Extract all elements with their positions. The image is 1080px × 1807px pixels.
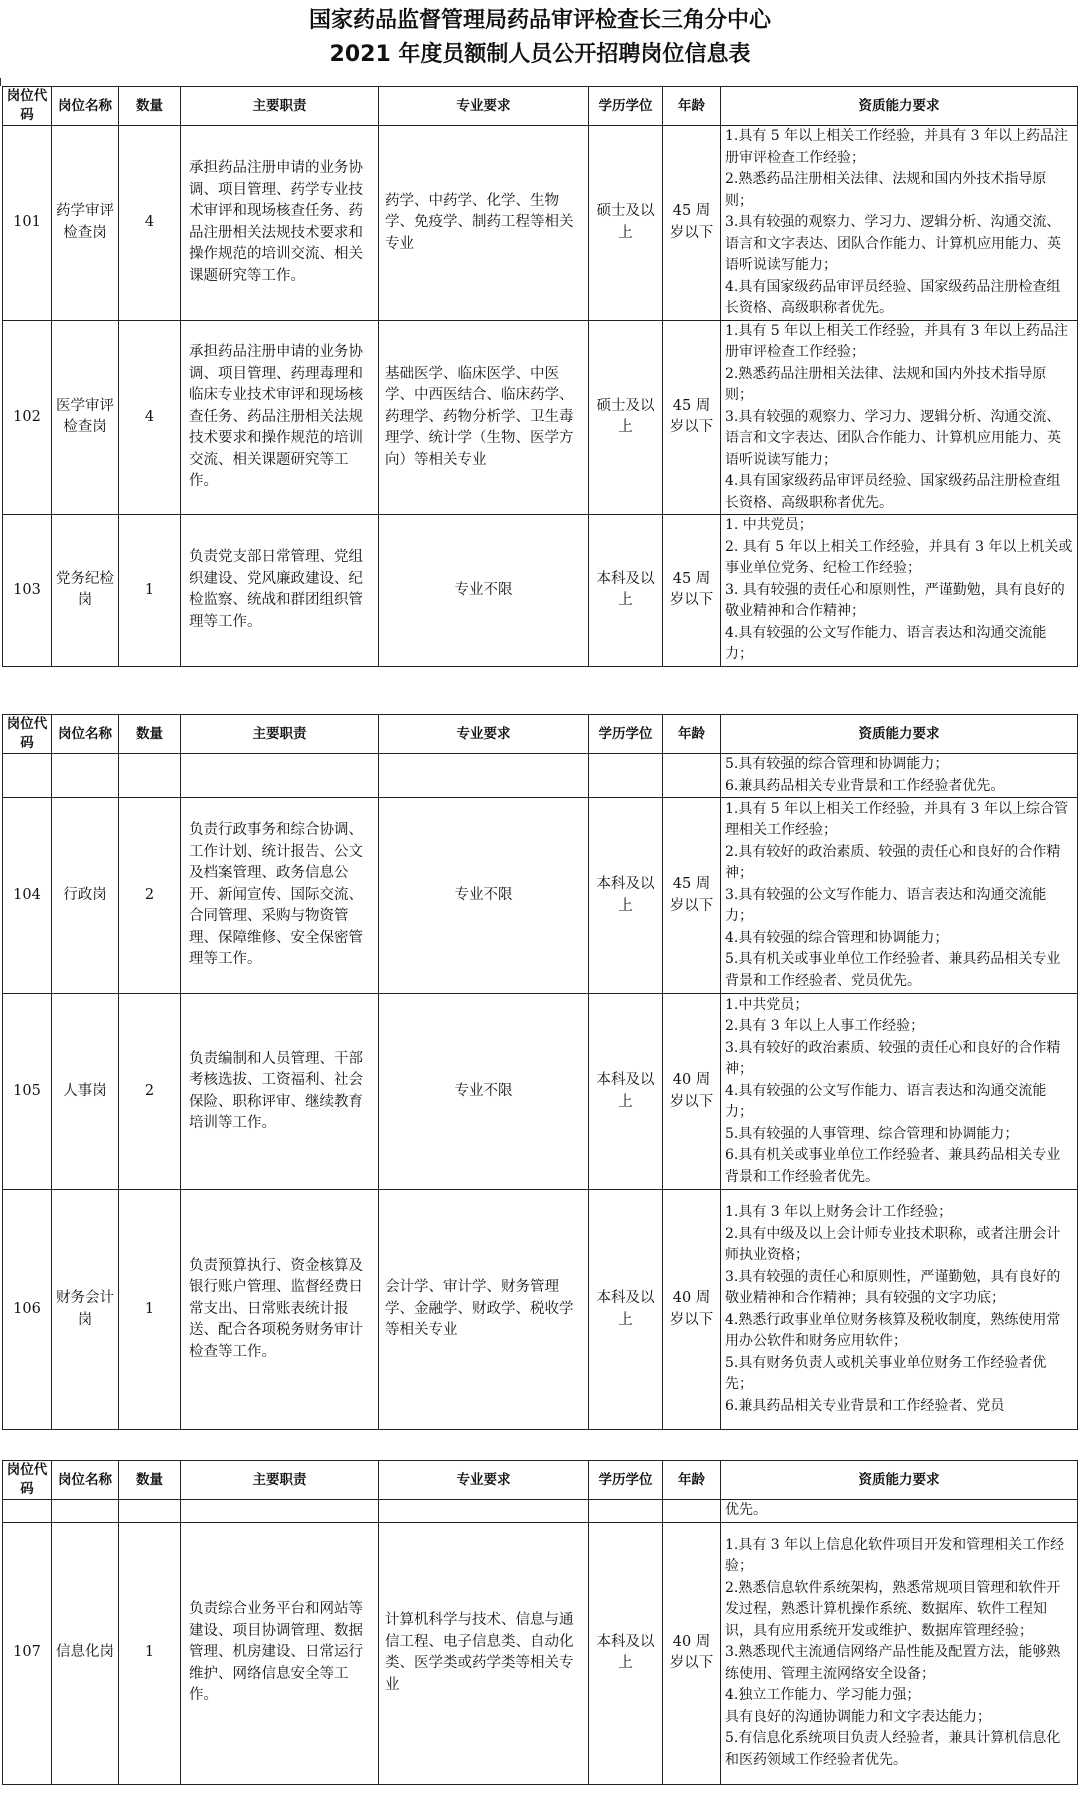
qualification-item: 4.独立工作能力、学习能力强； xyxy=(725,1687,921,1704)
position-education: 硕士及以上 xyxy=(589,126,663,321)
empty-cell xyxy=(3,1500,52,1523)
table-header-row xyxy=(3,715,1078,754)
qualification-item: 5.有信息化系统项目负责人经验者，兼具计算机信息化和医药领域工作经验者优先。 xyxy=(725,1730,1061,1768)
header-duties: 主要职责 xyxy=(181,87,379,126)
position-name: 信息化岗 xyxy=(52,1522,119,1784)
table-header-row xyxy=(3,87,1078,126)
qualification-item: 2.熟悉信息软件系统架构，熟悉常规项目管理和软件开发过程，熟悉计算机操作系统、数据库、软件工程知识，具有应用系统开发或维护、数据库管理经验； xyxy=(725,1579,1061,1639)
header-education: 学历学位 xyxy=(589,1461,663,1500)
table-row xyxy=(3,515,1078,667)
page-title: 国家药品监督管理局药品审评检查长三角分中心 xyxy=(308,8,771,33)
position-qualifications xyxy=(721,515,1078,667)
header-age: 年龄 xyxy=(663,87,721,126)
table-header-row xyxy=(3,1461,1078,1500)
position-code: 104 xyxy=(3,798,52,994)
qualification-item: 2.具有 3 年以上人事工作经验； xyxy=(725,1018,925,1035)
header-code: 岗位代码 xyxy=(3,1461,52,1500)
header-count: 数量 xyxy=(119,715,181,754)
position-major: 计算机科学与技术、信息与通信工程、电子信息类、自动化类、医学类或药学类等相关专业 xyxy=(379,1522,589,1784)
empty-cell xyxy=(181,754,379,798)
position-education: 硕士及以上 xyxy=(589,320,663,515)
header-count: 数量 xyxy=(119,87,181,126)
qualification-item: 2.熟悉药品注册相关法律、法规和国内外技术指导原则； xyxy=(725,171,1047,209)
qualification-item: 6.兼具药品相关专业背景和工作经验者、党员 xyxy=(725,1397,1005,1414)
qualification-item: 4.具有较强的公文写作能力、语言表达和沟通交流能力； xyxy=(725,624,1047,662)
empty-cell xyxy=(589,1500,663,1523)
table-row xyxy=(3,1190,1078,1430)
qualification-item: 6.具有机关或事业单位工作经验者、兼具药品相关专业背景和工作经验者优先。 xyxy=(725,1147,1061,1185)
header-education: 学历学位 xyxy=(589,87,663,126)
position-count: 1 xyxy=(119,1522,181,1784)
qualification-item: 3.具有较强的观察力、学习力、逻辑分析、沟通交流、语言和文字表达、团队合作能力、计算机应用能力、英语听说读写能力； xyxy=(725,408,1061,468)
position-code: 103 xyxy=(3,515,52,667)
qualification-item: 5.具有机关或事业单位工作经验者、兼具药品相关专业背景和工作经验者、党员优先。 xyxy=(725,951,1061,989)
header-name: 岗位名称 xyxy=(52,715,119,754)
qualification-item: 优先。 xyxy=(725,1502,767,1518)
qualification-item: 5.具有较强的人事管理、综合管理和协调能力； xyxy=(725,1125,1019,1142)
position-duties: 负责编制和人员管理、干部考核选拔、工资福利、社会保险、职称评审、继续教育培训等工作。 xyxy=(181,994,379,1190)
empty-cell xyxy=(379,754,589,798)
position-qualifications xyxy=(721,798,1078,994)
header-qualifications: 资质能力要求 xyxy=(721,715,1078,754)
qualification-item: 5.具有较强的综合管理和协调能力； xyxy=(725,756,949,772)
header-count: 数量 xyxy=(119,1461,181,1500)
header-major: 专业要求 xyxy=(379,1461,589,1500)
table-row xyxy=(3,798,1078,994)
positions-table-page-2 xyxy=(2,714,1078,1430)
position-count: 4 xyxy=(119,126,181,321)
header-code: 岗位代码 xyxy=(3,87,52,126)
margin-mark xyxy=(0,78,1,86)
qualification-item: 4.熟悉行政事业单位财务核算及税收制度，熟练使用常用办公软件和财务应用软件； xyxy=(725,1311,1061,1349)
position-name: 人事岗 xyxy=(52,994,119,1190)
position-count: 2 xyxy=(119,798,181,994)
qualification-item: 3.具有较强的责任心和原则性，严谨勤勉，具有良好的敬业精神和合作精神；具有较强的文字功底； xyxy=(725,1268,1061,1306)
position-code: 106 xyxy=(3,1190,52,1430)
position-education: 本科及以上 xyxy=(589,994,663,1190)
position-education: 本科及以上 xyxy=(589,1522,663,1784)
empty-cell xyxy=(663,754,721,798)
table-row xyxy=(3,1522,1078,1784)
position-education: 本科及以上 xyxy=(589,1190,663,1430)
qualification-item: 1.中共党员； xyxy=(725,996,809,1013)
qualification-item: 4.具有国家级药品审评员经验、国家级药品注册检查组长资格、高级职称者优先。 xyxy=(725,278,1061,316)
qualification-item: 2. 具有 5 年以上相关工作经验，并具有 3 年以上机关或事业单位党务、纪检工作经验； xyxy=(725,538,1073,576)
position-age: 40 周岁以下 xyxy=(663,1190,721,1430)
empty-cell xyxy=(379,1500,589,1523)
empty-cell xyxy=(181,1500,379,1523)
qualification-item: 3.具有较强的观察力、学习力、逻辑分析、沟通交流、语言和文字表达、团队合作能力、计算机应用能力、英语听说读写能力； xyxy=(725,214,1061,273)
position-age: 45 周岁以下 xyxy=(663,515,721,667)
header-qualifications: 资质能力要求 xyxy=(721,1461,1078,1500)
position-name: 药学审评检查岗 xyxy=(52,126,119,321)
qualification-item: 5.具有财务负责人或机关事业单位财务工作经验者优先； xyxy=(725,1354,1047,1392)
position-qualifications xyxy=(721,126,1078,321)
qualification-item: 3.熟悉现代主流通信网络产品性能及配置方法，能够熟练使用、管理主流网络安全设备； xyxy=(725,1644,1061,1682)
empty-cell xyxy=(589,754,663,798)
position-age: 45 周岁以下 xyxy=(663,320,721,515)
qualification-item: 1.具有 5 年以上相关工作经验，并具有 3 年以上药品注册审评检查工作经验； xyxy=(725,128,1068,166)
qualification-item: 2.具有中级及以上会计师专业技术职称，或者注册会计师执业资格； xyxy=(725,1225,1061,1263)
table-row xyxy=(3,320,1078,515)
header-qualifications: 资质能力要求 xyxy=(721,87,1078,126)
header-age: 年龄 xyxy=(663,1461,721,1500)
empty-cell xyxy=(119,754,181,798)
empty-cell xyxy=(663,1500,721,1523)
header-education: 学历学位 xyxy=(589,715,663,754)
position-code: 101 xyxy=(3,126,52,321)
position-major: 基础医学、临床医学、中医学、中西医结合、临床药学、药理学、药物分析学、卫生毒理学、统计学（生物、医学方向）等相关专业 xyxy=(379,320,589,515)
position-duties: 承担药品注册申请的业务协调、项目管理、药理毒理和临床专业技术审评和现场核查任务、药品注册相关法规技术要求和操作规范的培训交流、相关课题研究等工作。 xyxy=(181,320,379,515)
qualification-item: 3.具有较好的政治素质、较强的责任心和良好的合作精神； xyxy=(725,1039,1061,1078)
position-duties: 承担药品注册申请的业务协调、项目管理、药学专业技术审评和现场核查任务、药品注册相关法规技术要求和操作规范的培训交流、相关课题研究等工作。 xyxy=(181,126,379,321)
table-row xyxy=(3,994,1078,1190)
qualification-item: 3. 具有较强的责任心和原则性，严谨勤勉，具有良好的敬业精神和合作精神； xyxy=(725,581,1065,619)
position-age: 45 周岁以下 xyxy=(663,126,721,321)
continued-qualifications xyxy=(721,1500,1078,1523)
qualification-item: 4.具有较强的公文写作能力、语言表达和沟通交流能力； xyxy=(725,1082,1047,1121)
qualification-item: 1.具有 5 年以上相关工作经验，并具有 3 年以上药品注册审评检查工作经验； xyxy=(725,322,1068,360)
position-duties: 负责预算执行、资金核算及银行账户管理、监督经费日常支出、日常账表统计报送、配合各项税务财务审计检查等工作。 xyxy=(181,1190,379,1430)
position-name: 医学审评检查岗 xyxy=(52,320,119,515)
qualification-item: 4.具有较强的综合管理和协调能力； xyxy=(725,929,949,946)
position-qualifications xyxy=(721,1190,1078,1430)
header-code: 岗位代码 xyxy=(3,715,52,754)
position-code: 107 xyxy=(3,1522,52,1784)
header-name: 岗位名称 xyxy=(52,87,119,126)
position-code: 102 xyxy=(3,320,52,515)
header-age: 年龄 xyxy=(663,715,721,754)
position-count: 2 xyxy=(119,994,181,1190)
position-name: 财务会计岗 xyxy=(52,1190,119,1430)
qualification-item: 1.具有 3 年以上信息化软件项目开发和管理相关工作经验； xyxy=(725,1536,1065,1575)
position-age: 45 周岁以下 xyxy=(663,798,721,994)
position-qualifications xyxy=(721,994,1078,1190)
position-count: 1 xyxy=(119,515,181,667)
empty-cell xyxy=(52,1500,119,1523)
position-duties: 负责行政事务和综合协调、工作计划、统计报告、公文及档案管理、政务信息公开、新闻宣传、国际交流、合同管理、采购与物资管理、保障维修、安全保密管理等工作。 xyxy=(181,798,379,994)
continuation-row xyxy=(3,754,1078,798)
position-duties: 负责党支部日常管理、党组织建设、党风廉政建设、纪检监察、统战和群团组织管理等工作。 xyxy=(181,515,379,667)
empty-cell xyxy=(52,754,119,798)
qualification-item: 1.具有 5 年以上相关工作经验，并具有 3 年以上综合管理相关工作经验； xyxy=(725,800,1068,839)
qualification-item: 3.具有较强的公文写作能力、语言表达和沟通交流能力； xyxy=(725,886,1047,925)
position-count: 4 xyxy=(119,320,181,515)
header-duties: 主要职责 xyxy=(181,715,379,754)
position-qualifications xyxy=(721,1522,1078,1784)
continuation-row xyxy=(3,1500,1078,1523)
position-major: 药学、中药学、化学、生物学、免疫学、制药工程等相关专业 xyxy=(379,126,589,321)
positions-table-page-3 xyxy=(2,1460,1078,1785)
position-education: 本科及以上 xyxy=(589,515,663,667)
position-name: 行政岗 xyxy=(52,798,119,994)
header-duties: 主要职责 xyxy=(181,1461,379,1500)
empty-cell xyxy=(119,1500,181,1523)
page-subtitle: 2021 年度员额制人员公开招聘岗位信息表 xyxy=(329,42,751,67)
position-code: 105 xyxy=(3,994,52,1190)
qualification-item: 1. 中共党员； xyxy=(725,517,813,533)
qualification-item: 2.具有较好的政治素质、较强的责任心和良好的合作精神； xyxy=(725,843,1061,882)
position-education: 本科及以上 xyxy=(589,798,663,994)
position-age: 40 周岁以下 xyxy=(663,994,721,1190)
header-major: 专业要求 xyxy=(379,715,589,754)
position-major: 会计学、审计学、财务管理学、金融学、财政学、税收学等相关专业 xyxy=(379,1190,589,1430)
position-name: 党务纪检岗 xyxy=(52,515,119,667)
position-major: 专业不限 xyxy=(379,994,589,1190)
table-row xyxy=(3,126,1078,321)
empty-cell xyxy=(3,754,52,798)
position-qualifications xyxy=(721,320,1078,515)
header-name: 岗位名称 xyxy=(52,1461,119,1500)
qualification-item: 具有良好的沟通协调能力和文字表达能力； xyxy=(725,1708,991,1725)
position-age: 40 周岁以下 xyxy=(663,1522,721,1784)
position-major: 专业不限 xyxy=(379,515,589,667)
position-duties: 负责综合业务平台和网站等建设、项目协调管理、数据管理、机房建设、日常运行维护、网络信息安全等工作。 xyxy=(181,1522,379,1784)
positions-table-page-1 xyxy=(2,86,1078,667)
header-major: 专业要求 xyxy=(379,87,589,126)
qualification-item: 1.具有 3 年以上财务会计工作经验； xyxy=(725,1204,953,1220)
qualification-item: 4.具有国家级药品审评员经验、国家级药品注册检查组长资格、高级职称者优先。 xyxy=(725,473,1061,511)
position-count: 1 xyxy=(119,1190,181,1430)
position-major: 专业不限 xyxy=(379,798,589,994)
qualification-item: 6.兼具药品相关专业背景和工作经验者优先。 xyxy=(725,777,1005,794)
continued-qualifications xyxy=(721,754,1078,798)
qualification-item: 2.熟悉药品注册相关法律、法规和国内外技术指导原则； xyxy=(725,365,1047,403)
